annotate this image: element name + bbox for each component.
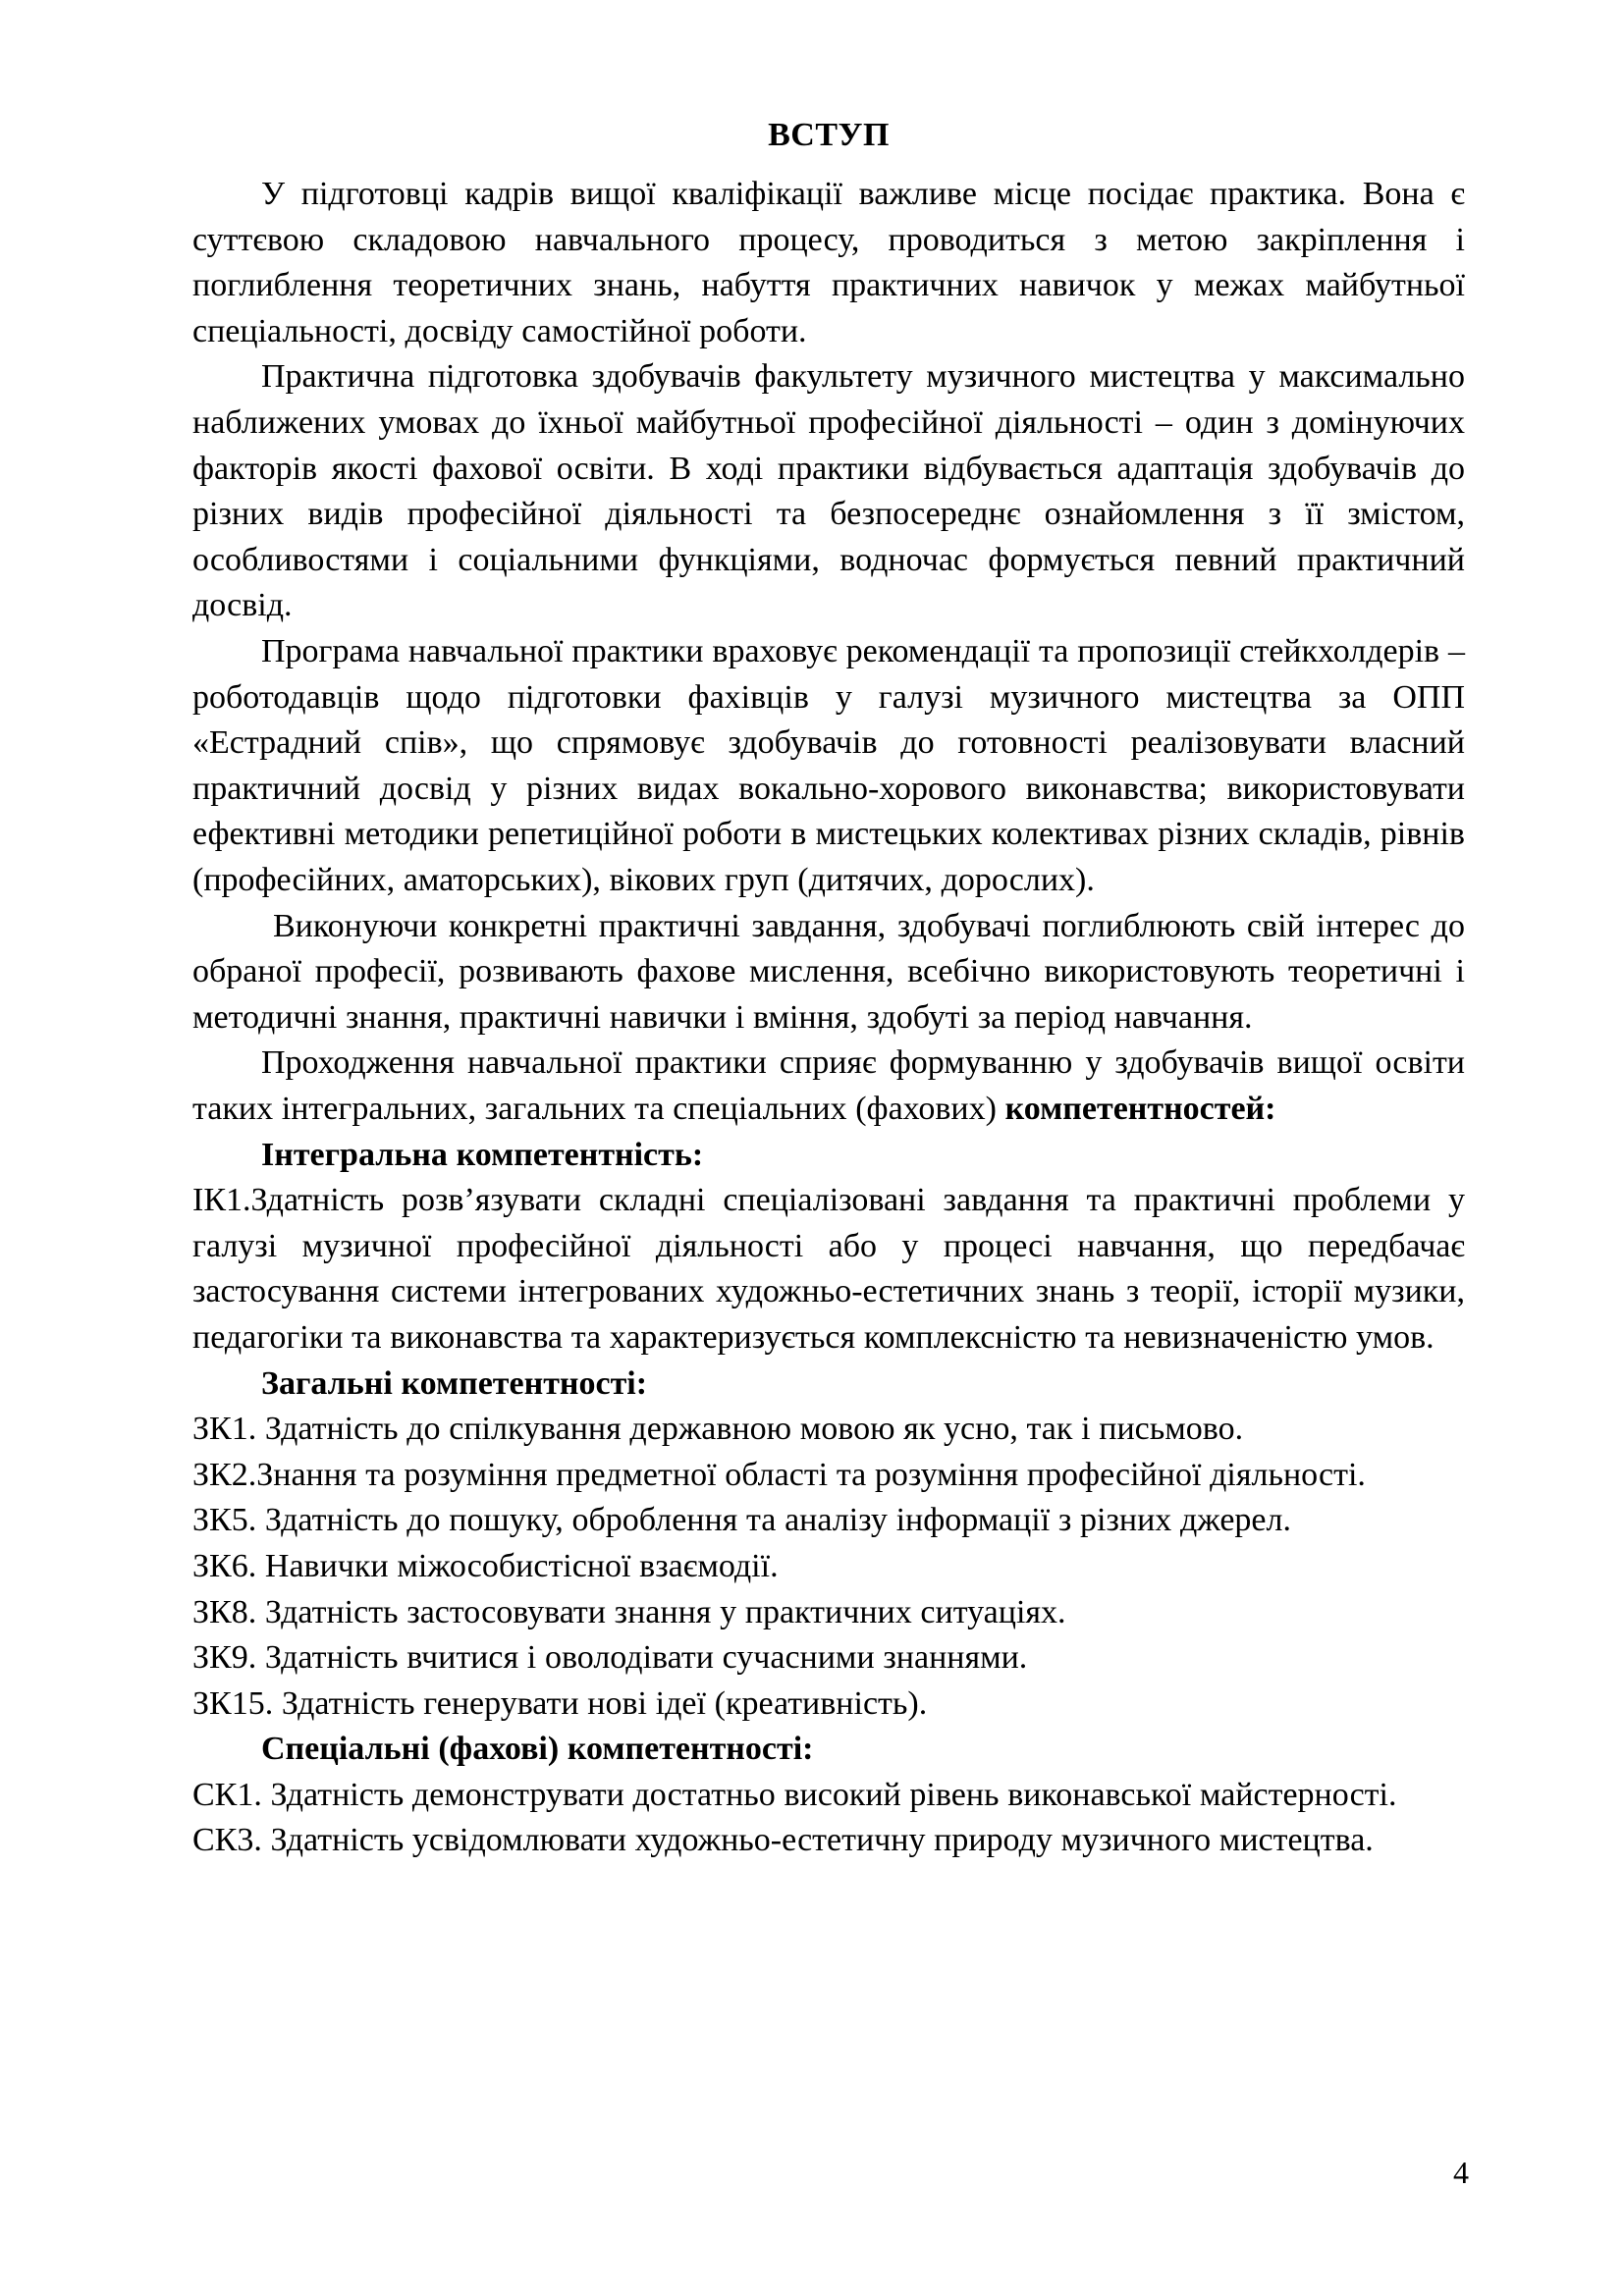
paragraph-intro-4: Виконуючи конкретні практичні завдання, здобувачі поглиблюють свій інтерес до обраної професії, розвивають фахове мислення, всебічно використовують теоретичні і методичні знання, практичні навички і вміння, здобуті за період навчання. xyxy=(192,907,1465,1036)
competencies-label: компетентностей: xyxy=(1004,1090,1276,1127)
competency-item-zk2: ЗК2.Знання та розуміння предметної області та розуміння професійної діяльності. xyxy=(192,1456,1366,1493)
competency-item-ik1: ІК1.Здатність розв’язувати складні спеціалізовані завдання та практичні проблеми у галузі музичної професійної діяльності або у процесі навчання, що передбачає застосування системи інтегрованих художньо-естетичних знань з теорії, історії музики, педагогіки та виконавства та характеризується комплексністю та невизначеністю умов. xyxy=(192,1182,1465,1356)
page-content xyxy=(192,116,1465,1864)
competency-item-zk5: ЗК5. Здатність до пошуку, оброблення та аналізу інформації з різних джерел. xyxy=(192,1502,1291,1539)
paragraph-intro-3: Програма навчальної практики враховує рекомендації та пропозиції стейкхолдерів – роботодавців щодо підготовки фахівців у галузі музичного мистецтва за ОПП «Естрадний спів», що спрямовує здобувачів до готовності реалізовувати власний практичний досвід у різних видах вокально-хорового виконавства; використовувати ефективні методики репетиційної роботи в мистецьких колективах різних складів, рівнів (професійних, аматорських), вікових груп (дитячих, дорослих). xyxy=(192,633,1465,898)
competency-item-zk6: ЗК6. Навички міжособистісної взаємодії. xyxy=(192,1547,779,1584)
section-heading-general: Загальні компетентності: xyxy=(261,1364,648,1402)
competency-item-sk1: СК1. Здатність демонструвати достатньо високий рівень виконавської майстерності. xyxy=(192,1776,1397,1813)
section-heading-special: Спеціальні (фахові) компетентності: xyxy=(261,1731,814,1768)
competency-item-zk9: ЗК9. Здатність вчитися і оволодівати сучасними знаннями. xyxy=(192,1639,1028,1677)
paragraph-intro-2: Практична підготовка здобувачів факультету музичного мистецтва у максимально наближених умовах до їхньої майбутньої професійної діяльності – один з домінуючих факторів якості фахової освіти. В ході практики відбувається адаптація здобувачів до різних видів професійної діяльності та безпосереднє ознайомлення з її змістом, особливостями і соціальними функціями, водночас формується певний практичний досвід. xyxy=(192,358,1465,624)
paragraph-intro-5-lead: Проходження навчальної практики сприяє формуванню у здобувачів вищої освіти таких інтегральних, загальних та спеціальних (фахових) xyxy=(192,1044,1465,1127)
page-number: 4 xyxy=(1453,2155,1469,2190)
paragraph-intro-1: У підготовці кадрів вищої кваліфікації важливе місце посідає практика. Вона є суттєвою складовою навчального процесу, проводиться з метою закріплення і поглиблення теоретичних знань, набуття практичних навичок у межах майбутньої спеціальності, досвіду самостійної роботи. xyxy=(192,176,1465,349)
competency-item-zk1: ЗК1. Здатність до спілкування державною мовою як усно, так і письмово. xyxy=(192,1411,1244,1448)
paragraph-intro-5 xyxy=(192,1041,1465,1132)
page-title: ВСТУП xyxy=(768,117,890,153)
competency-item-zk8: ЗК8. Здатність застосовувати знання у практичних ситуаціях. xyxy=(192,1593,1066,1630)
competency-item-zk15: ЗК15. Здатність генерувати нові ідеї (креативність). xyxy=(192,1684,928,1722)
competency-item-sk3: СК3. Здатність усвідомлювати художньо-естетичну природу музичного мистецтва. xyxy=(192,1822,1374,1859)
section-heading-integral: Інтегральна компетентність: xyxy=(261,1136,704,1173)
